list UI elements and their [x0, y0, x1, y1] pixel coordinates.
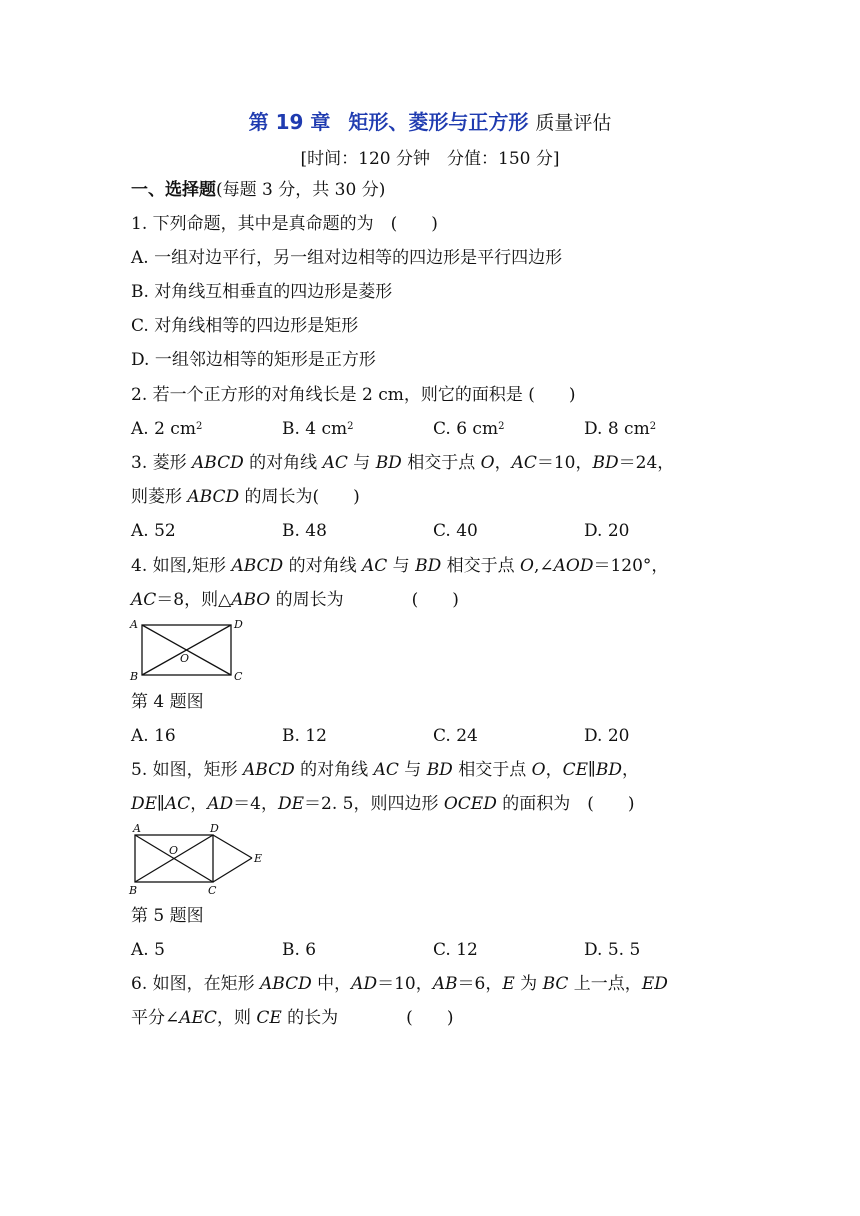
q4-figure-caption: 第 4 题图: [131, 692, 204, 712]
q3-stem-line2: 则菱形 ABCD 的周长为( ): [131, 487, 360, 507]
q5-stem-line1: 5. 如图，矩形 ABCD 的对角线 AC 与 BD 相交于点 O，CE∥BD，: [131, 760, 639, 780]
q5-option-a: A. 5: [131, 940, 165, 960]
q1-option-c: C. 对角线相等的四边形是矩形: [131, 316, 359, 336]
q5-option-c: C. 12: [433, 940, 478, 960]
q3-option-d: D. 20: [584, 521, 630, 541]
title-topic: 矩形、菱形与正方形: [348, 110, 529, 134]
q3-option-c: C. 40: [433, 521, 478, 541]
q4-stem-line2: AC＝8，则△ABO 的周长为 ( ): [131, 590, 459, 610]
q4-label-a: A: [130, 618, 138, 631]
q3-stem-line1: 3. 菱形 ABCD 的对角线 AC 与 BD 相交于点 O，AC＝10，BD＝24，: [131, 453, 675, 473]
q5-figure-caption: 第 5 题图: [131, 906, 204, 926]
q6-stem-line2: 平分∠AEC，则 CE 的长为 ( ): [131, 1008, 454, 1028]
q2-option-b: B. 4 $cm^2$: [282, 419, 354, 439]
q1-option-d: D. 一组邻边相等的矩形是正方形: [131, 350, 376, 370]
q5-label-d: D: [210, 822, 219, 835]
q5-figure: [126, 820, 276, 896]
section-points: (每题 3 分，共 30 分): [216, 180, 386, 200]
q4-label-d: D: [234, 618, 243, 631]
q4-stem-line1: 4. 如图,矩形 ABCD 的对角线 AC 与 BD 相交于点 O,∠AOD＝120°，: [131, 556, 669, 576]
q5-stem-line2: DE∥AC，AD＝4，DE＝2. 5，则四边形 OCED 的面积为 ( ): [131, 794, 635, 814]
q4-label-b: B: [130, 670, 139, 683]
q3-option-a: A. 52: [131, 521, 176, 541]
q5-label-a: A: [133, 822, 141, 835]
title-chapter: 第 19 章: [248, 110, 331, 134]
q5-label-b: B: [129, 884, 138, 896]
q5-segment-de: [213, 835, 252, 858]
q2-option-d: D. 8 $cm^2$: [584, 419, 657, 439]
time-score-info: [时间：120 分钟 分值：150 分]: [300, 149, 560, 169]
q5-label-o: O: [169, 844, 179, 857]
section-title: 一、选择题: [131, 180, 216, 200]
q5-label-c: C: [208, 884, 217, 896]
page-title: [0, 106, 860, 135]
q4-option-a: A. 16: [131, 726, 176, 746]
q4-label-o: O: [180, 652, 190, 665]
q4-option-c: C. 24: [433, 726, 478, 746]
q4-option-b: B. 12: [282, 726, 327, 746]
section-heading: [131, 178, 385, 202]
title-suffix: 质量评估: [535, 112, 612, 134]
q5-option-b: B. 6: [282, 940, 317, 960]
q4-label-c: C: [234, 670, 243, 683]
q5-label-e: E: [254, 852, 263, 865]
q1-stem: 1. 下列命题，其中是真命题的为 ( ): [131, 214, 438, 234]
q4-option-d: D. 20: [584, 726, 630, 746]
q2-stem: 2. 若一个正方形的对角线长是 2 cm，则它的面积是 ( ): [131, 385, 576, 405]
q1-option-b: B. 对角线互相垂直的四边形是菱形: [131, 282, 393, 302]
q2-option-a: A. 2 $cm^2$: [131, 419, 203, 439]
q5-option-d: D. 5. 5: [584, 940, 641, 960]
q5-segment-ce: [213, 858, 252, 882]
q3-option-b: B. 48: [282, 521, 327, 541]
q6-stem-line1: 6. 如图，在矩形 ABCD 中，AD＝10，AB＝6，E 为 BC 上一点，ED: [131, 974, 668, 994]
q4-figure: [126, 616, 246, 684]
q1-option-a: A. 一组对边平行，另一组对边相等的四边形是平行四边形: [131, 248, 563, 268]
q2-option-c: C. 6 $cm^2$: [433, 419, 505, 439]
